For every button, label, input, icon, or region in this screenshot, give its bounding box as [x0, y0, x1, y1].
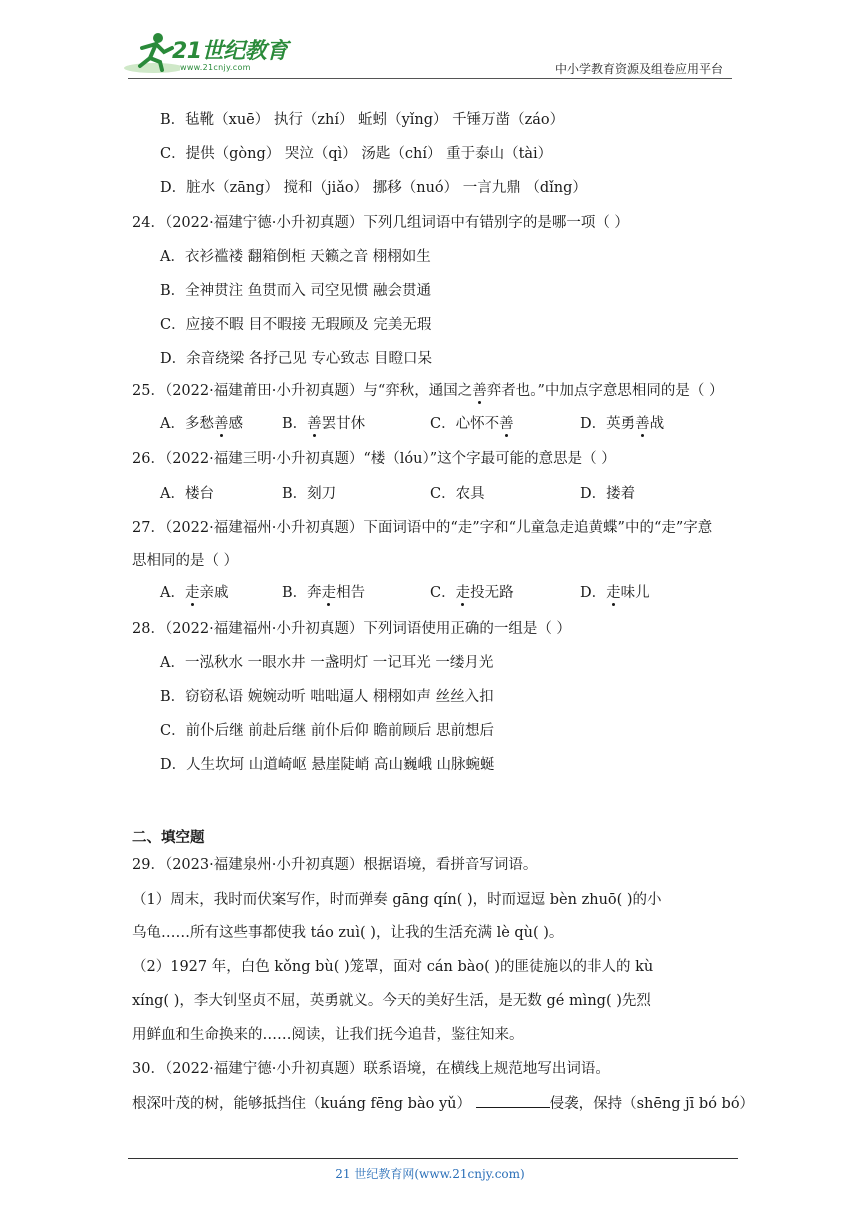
text-line [282, 484, 336, 504]
text-line [132, 957, 653, 977]
text-segment: B． [282, 416, 308, 432]
text-line [132, 855, 537, 875]
text-line [160, 687, 494, 707]
text-line [160, 281, 431, 301]
text-segment: 亲戚 [199, 585, 229, 601]
text-line [160, 315, 431, 335]
text-segment: 28．（2022·福建福州·小升初真题）下列词语使用正确的一组是（ ） [132, 621, 571, 637]
text-line [132, 923, 563, 943]
text-line [160, 755, 495, 775]
text-line [132, 551, 238, 571]
text-segment: A．一泓秋水 一眼水井 一盏明灯 一记耳光 一缕月光 [160, 655, 494, 671]
text-segment: A．衣衫褴褛 翻箱倒柜 天籁之音 栩栩如生 [160, 249, 431, 265]
text-segment: B．毡靴（xuē） 执行（zhí） 蚯蚓（yǐng） 千锤万凿（záo） [160, 112, 565, 128]
text-line [580, 583, 650, 603]
text-line [160, 721, 494, 741]
text-line [160, 247, 431, 267]
section-title: 二、填空题 [132, 830, 205, 846]
text-line [160, 653, 493, 673]
text-line [132, 991, 651, 1011]
text-line [430, 583, 514, 603]
text-segment: 罢甘休 [321, 416, 366, 432]
text-segment: 战 [649, 416, 665, 432]
text-line [160, 583, 228, 603]
text-segment: B．窃窃私语 婉婉动听 咄咄逼人 栩栩如声 丝丝入扣 [160, 689, 494, 705]
text-segment: 弈者也。”中加点字意思相同的是（ ） [486, 383, 724, 399]
text-segment: C．心怀不 [430, 416, 500, 432]
text-line [132, 890, 662, 910]
text-segment: C．应接不暇 目不暇接 无瑕顾及 完美无瑕 [160, 317, 432, 333]
site-logo[interactable] [120, 30, 290, 76]
emphasis-char: 善 [472, 383, 487, 399]
text-segment: C．农具 [430, 486, 485, 502]
emphasis-char: 善 [307, 416, 322, 432]
emphasis-char: 走 [455, 585, 471, 601]
text-segment: D． [580, 585, 607, 601]
answer-blank[interactable] [476, 1093, 550, 1108]
text-line [132, 1093, 754, 1114]
text-segment: 27．（2022·福建福州·小升初真题）下面词语中的“走”字和“儿童急走追黄蝶”中的“走”字意 [132, 520, 713, 536]
text-segment: D．搂着 [580, 486, 636, 502]
text-line [580, 414, 664, 434]
text-line [160, 414, 243, 434]
text-segment: 味儿 [620, 585, 650, 601]
text-segment: A．楼台 [160, 486, 214, 502]
text-line [430, 484, 485, 504]
text-line [160, 178, 587, 198]
text-segment: A． [160, 585, 185, 601]
page-header [0, 0, 860, 80]
emphasis-char: 善 [213, 416, 229, 432]
emphasis-char: 善 [635, 416, 650, 432]
text-segment: B．全神贯注 鱼贯而入 司空见惯 融会贯通 [160, 283, 431, 299]
text-segment: 相告 [336, 585, 366, 601]
logo-text: 21世纪教育 [172, 39, 288, 64]
text-segment: B．奔 [282, 585, 322, 601]
text-line [160, 484, 214, 504]
footer-divider [128, 1158, 738, 1159]
text-line [132, 1025, 524, 1045]
emphasis-char: 走 [321, 585, 337, 601]
header-divider [128, 78, 732, 79]
text-segment: 29．（2023·福建泉州·小升初真题）根据语境，看拼音写词语。 [132, 857, 538, 873]
text-segment: 投无路 [470, 585, 514, 601]
footer-text[interactable]: 21 世纪教育网(www.21cnjy.com) [335, 1167, 525, 1181]
text-segment: D．余音绕梁 各抒己见 专心致志 目瞪口呆 [160, 351, 432, 367]
text-line [132, 381, 724, 401]
text-segment: （1）周末，我时而伏案写作，时而弹奏 gāng qín( )，时而逗逗 bèn zhuō( )的小 [132, 892, 662, 908]
text-segment: 25．（2022·福建莆田·小升初真题）与“弈秋，通国之 [132, 383, 473, 399]
text-line [282, 583, 365, 603]
emphasis-char: 走 [184, 585, 200, 601]
text-line [160, 144, 552, 164]
text-line [132, 619, 571, 639]
text-line [132, 1059, 610, 1079]
text-segment: D．人生坎坷 山道崎岖 悬崖陡峭 高山巍峨 山脉蜿蜒 [160, 757, 495, 773]
text-line [132, 518, 712, 538]
text-segment: 用鲜血和生命换来的……阅读，让我们抚今追昔，鉴往知来。 [132, 1027, 524, 1043]
text-segment: 26．（2022·福建三明·小升初真题）“楼（lóu）”这个字最可能的意思是（ ） [132, 451, 616, 467]
text-line [160, 110, 564, 130]
text-segment: xíng( )，李大钊坚贞不屈，英勇就义。今天的美好生活，是无数 gé mìng( )先烈 [132, 993, 651, 1009]
text-segment: 思相同的是（ ） [132, 553, 239, 569]
text-segment: B．刻刀 [282, 486, 337, 502]
text-segment: 侵袭，保持（shēng jī bó bó） [549, 1096, 755, 1112]
logo-url: www.21cnjy.com [180, 63, 251, 72]
text-line [160, 349, 432, 369]
text-segment: C． [430, 585, 456, 601]
text-segment: 感 [228, 416, 243, 432]
text-line [580, 484, 635, 504]
text-line [132, 213, 629, 233]
text-line [132, 449, 616, 469]
text-segment: 根深叶茂的树，能够抵挡住（kuáng fēng bào yǔ） [132, 1096, 476, 1112]
text-segment: （2）1927 年，白色 kǒng bù( )笼罩，面对 cán bào( )的匪徒施以的非人的 kù [132, 959, 654, 975]
emphasis-char: 善 [499, 416, 514, 432]
runner-icon [120, 30, 180, 74]
text-segment: 24．（2022·福建宁德·小升初真题）下列几组词语中有错别字的是哪一项（ ） [132, 215, 629, 231]
text-segment: C．前仆后继 前赴后继 前仆后仰 瞻前顾后 思前想后 [160, 723, 495, 739]
text-line [282, 414, 365, 434]
header-platform-name: 中小学教育资源及组卷应用平台 [554, 62, 723, 76]
text-segment: 30．（2022·福建宁德·小升初真题）联系语境，在横线上规范地写出词语。 [132, 1061, 610, 1077]
text-segment: A．多愁 [160, 416, 214, 432]
text-segment: D．脏水（zāng） 搅和（jiǎo） 挪移（nuó） 一言九鼎 （dǐng） [160, 180, 587, 196]
text-segment: 乌龟……所有这些事都使我 táo zuì( )，让我的生活充满 lè qù( )。 [132, 925, 564, 941]
emphasis-char: 走 [606, 585, 621, 601]
text-line [430, 414, 514, 434]
text-segment: D．英勇 [580, 416, 636, 432]
text-segment: C．提供（gòng） 哭泣（qì） 汤匙（chí） 重于泰山（tài） [160, 146, 553, 162]
